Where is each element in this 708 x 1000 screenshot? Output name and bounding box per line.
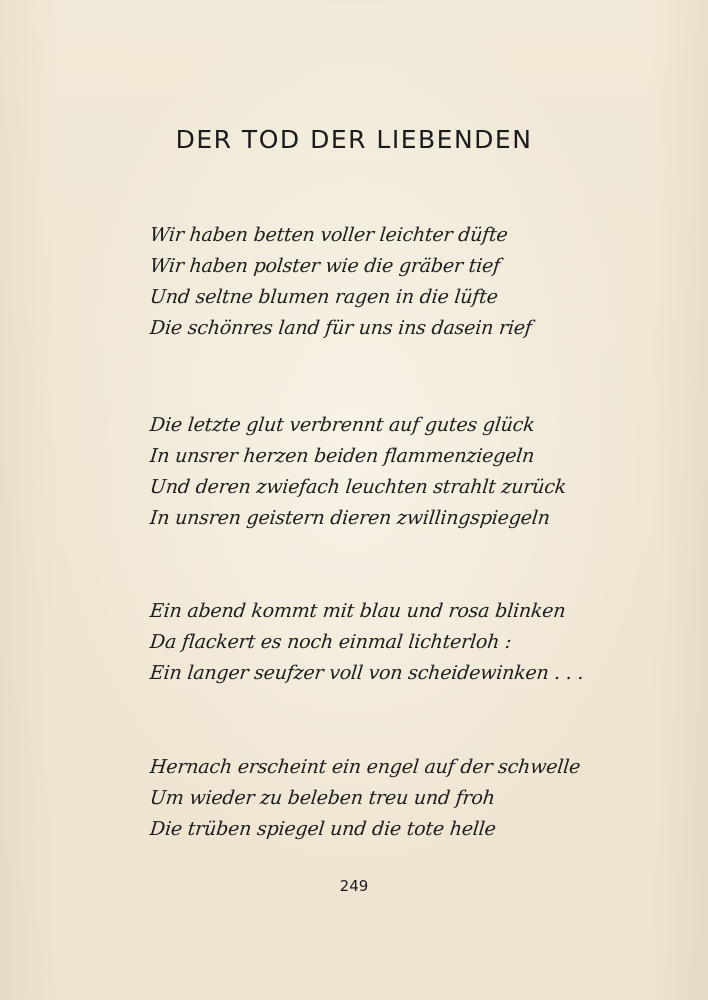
poem-line: Wir haben betten voller leichter düfte	[148, 224, 509, 246]
poem-line: Da flackert es noch einmal lichterloh :	[148, 631, 513, 653]
stanza-3	[148, 596, 585, 689]
stanza-1	[150, 220, 570, 344]
poem-title: DER TOD DER LIEBENDEN	[175, 125, 533, 154]
poem-line: Ein langer seufzer voll von scheidewinken . . .	[148, 662, 585, 684]
poem-line: Und deren zwiefach leuchten strahlt zurück	[148, 476, 568, 498]
poem-line: In unsrer herzen beiden flammenziegeln	[148, 445, 536, 467]
page-number: 249	[339, 877, 369, 895]
poem-line: Und seltne blumen ragen in die lüfte	[148, 286, 499, 308]
poem-line: Ein abend kommt mit blau und rosa blinken	[148, 600, 567, 622]
stanza-2	[150, 410, 570, 534]
stanza-4	[148, 752, 582, 845]
poem-line: Hernach erscheint ein engel auf der schwelle	[148, 756, 582, 778]
poem-line: In unsren geistern dieren zwillingspiegeln	[148, 507, 551, 529]
poem-line: Wir haben polster wie die gräber tief	[148, 255, 502, 277]
poem-line: Um wieder zu beleben treu und froh	[148, 787, 497, 809]
poem-line: Die schönres land für uns ins dasein rief	[148, 317, 533, 339]
poem-line: Die letzte glut verbrennt auf gutes glück	[148, 414, 536, 436]
poem-line: Die trüben spiegel und die tote helle	[148, 818, 497, 840]
